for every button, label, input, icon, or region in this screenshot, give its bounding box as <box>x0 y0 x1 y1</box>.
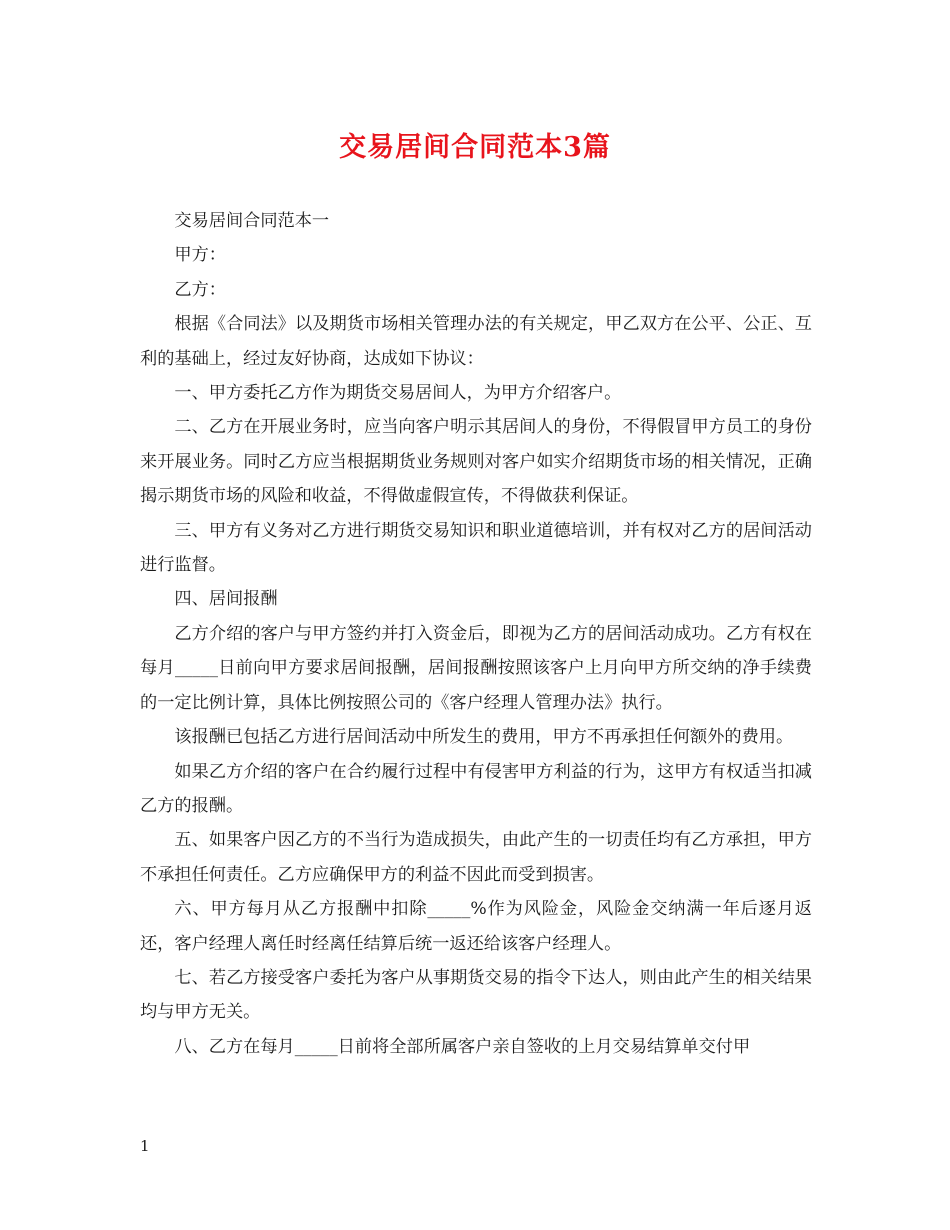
paragraph: 乙方介绍的客户与甲方签约并打入资金后，即视为乙方的居间活动成功。乙方有权在每月_____日前向甲方要求居间报酬，居间报酬按照该客户上月向甲方所交纳的净手续费的一定比例计算，具体比例按照公司的《客户经理人管理办法》执行。 <box>140 623 812 713</box>
clause-1: 一、甲方委托乙方作为期货交易居间人，为甲方介绍客户。 <box>174 383 622 404</box>
section-heading: 交易居间合同范本一 <box>174 211 330 231</box>
paragraph: 该报酬已包括乙方进行居间活动中所发生的费用，甲方不再承担任何额外的费用。 <box>174 727 794 748</box>
paragraph: 如果乙方介绍的客户在合约履行过程中有侵害甲方利益的行为，这甲方有权适当扣减乙方的报酬。 <box>140 761 812 816</box>
clause-7: 七、若乙方接受客户委托为客户从事期货交易的指令下达人，则由此产生的相关结果均与甲方无关。 <box>140 967 812 1023</box>
clause-4-heading: 四、居间报酬 <box>174 589 278 610</box>
clause-8: 八、乙方在每月_____日前将全部所属客户亲自签收的上月交易结算单交付甲 <box>174 1036 751 1057</box>
clause-6: 六、甲方每月从乙方报酬中扣除_____%作为风险金，风险金交纳满一年后逐月返还，客户经理人离任时经离任结算后统一返还给该客户经理人。 <box>140 899 812 954</box>
document-body <box>140 204 812 1064</box>
party-b-line: 乙方： <box>174 279 226 300</box>
document-title: 交易居间合同范本3篇 <box>339 132 611 163</box>
clause-3: 三、甲方有义务对乙方进行期货交易知识和职业道德培训，并有权对乙方的居间活动进行监督。 <box>140 520 812 576</box>
clause-2: 二、乙方在开展业务时，应当向客户明示其居间人的身份，不得假冒甲方员工的身份来开展业务。同时乙方应当根据期货业务规则对客户如实介绍期货市场的相关情况，正确揭示期货市场的风险和收益，不得做虚假宣传，不得做获利保证。 <box>140 417 812 507</box>
clause-5: 五、如果客户因乙方的不当行为造成损失，由此产生的一切责任均有乙方承担，甲方不承担任何责任。乙方应确保甲方的利益不因此而受到损害。 <box>140 830 812 885</box>
paragraph: 根据《合同法》以及期货市场相关管理办法的有关规定，甲乙双方在公平、公正、互利的基础上，经过友好协商，达成如下协议： <box>140 314 812 369</box>
party-a-line: 甲方： <box>174 245 226 266</box>
page-number: 1 <box>140 1137 150 1155</box>
